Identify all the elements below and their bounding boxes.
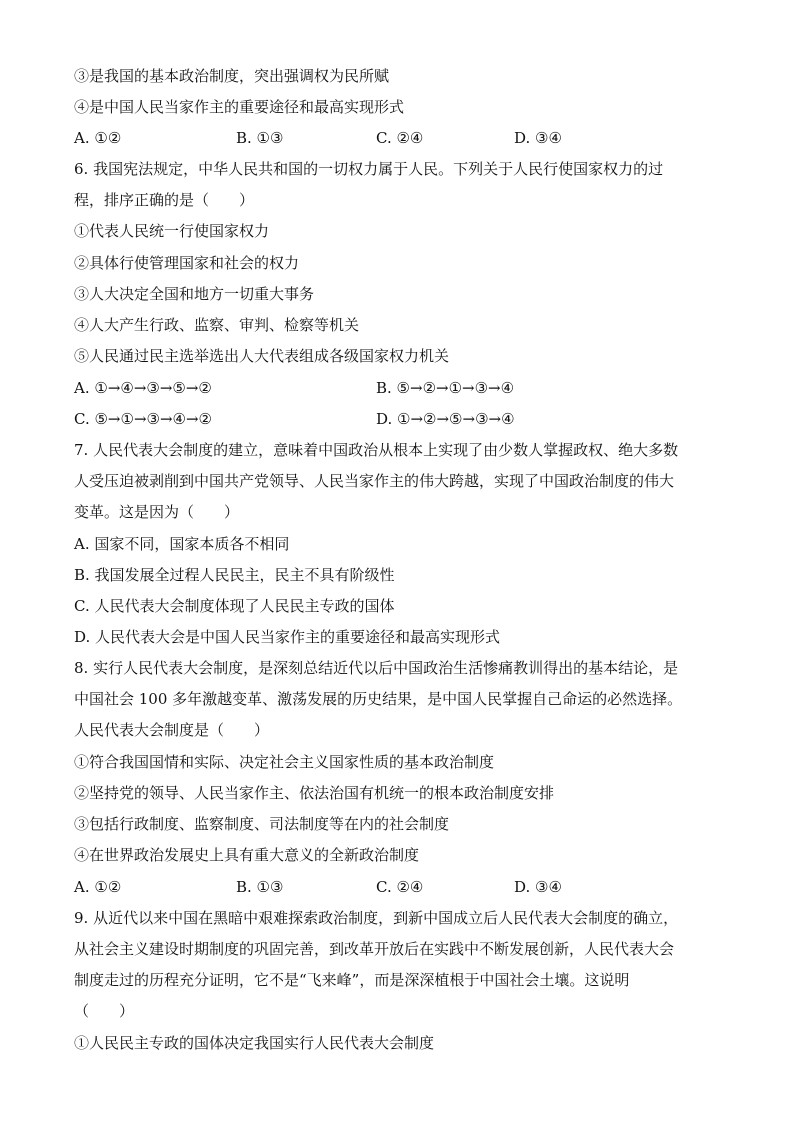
question-9-stem: 9. 从近代以来中国在黑暗中艰难探索政治制度，到新中国成立后人民代表大会制度的确立， (74, 909, 679, 927)
question-6-options-row (74, 378, 724, 398)
question-6-stem: 6. 我国宪法规定，中华人民共和国的一切权力属于人民。下列关于人民行使国家权力的过 (74, 160, 664, 178)
option-c: C. ②④ (376, 878, 424, 896)
question-9-stem-cont: 从社会主义建设时期制度的巩固完善，到改革开放后在实践中不断发展创新，人民代表大会 (74, 940, 675, 958)
question-9-stem-cont: 制度走过的历程充分证明，它不是“飞来峰”，而是深深植根于中国社会土壤。这说明 (74, 971, 630, 989)
question-9-answer-blank: （ ） (74, 1002, 135, 1020)
question-6-stem-cont: 程，排序正确的是（ ） (74, 191, 255, 209)
question-7-option-b: B. 我国发展全过程人民民主，民主不具有阶级性 (74, 566, 395, 584)
question-6-item: ①代表人民统一行使国家权力 (74, 222, 270, 240)
question-8-stem-cont: 中国社会 100 多年激越变革、激荡发展的历史结果，是中国人民掌握自己命运的必然选择。 (74, 690, 683, 708)
question-8-item: ④在世界政治发展史上具有重大意义的全新政治制度 (74, 846, 420, 864)
question-7-option-c: C. 人民代表大会制度体现了人民民主专政的国体 (74, 597, 395, 615)
option-d: D. ③④ (514, 129, 562, 147)
option-a: A. ①→④→③→⑤→② (74, 379, 212, 397)
question-8-stem-cont: 人民代表大会制度是（ ） (74, 721, 270, 739)
option-d: D. ①→②→⑤→③→④ (376, 410, 515, 428)
question-7-stem-cont: 变革。这是因为（ ） (74, 503, 240, 521)
option-a: A. ①② (74, 129, 122, 147)
question-9-item: ①人民民主专政的国体决定我国实行人民代表大会制度 (74, 1034, 435, 1052)
statement-3: ③是我国的基本政治制度，突出强调权为民所赋 (74, 67, 390, 85)
question-8-item: ②坚持党的领导、人民当家作主、依法治国有机统一的根本政治制度安排 (74, 784, 555, 802)
question-6-options-row (74, 409, 724, 429)
question-8-options-row (74, 877, 724, 897)
option-b: B. ①③ (236, 878, 284, 896)
question-7-stem: 7. 人民代表大会制度的建立，意味着中国政治从根本上实现了由少数人掌握政权、绝大多数 (74, 441, 679, 459)
question-7-stem-cont: 人受压迫被剥削到中国共产党领导、人民当家作主的伟大跨越，实现了中国政治制度的伟大 (74, 472, 675, 490)
question-6-item: ③人大决定全国和地方一切重大事务 (74, 285, 315, 303)
question-7-option-d: D. 人民代表大会是中国人民当家作主的重要途径和最高实现形式 (74, 628, 501, 646)
question-8-stem: 8. 实行人民代表大会制度，是深刻总结近代以后中国政治生活惨痛教训得出的基本结论，是 (74, 659, 679, 677)
option-c: C. ②④ (376, 129, 424, 147)
question-6-item: ②具体行使管理国家和社会的权力 (74, 254, 300, 272)
option-d: D. ③④ (514, 878, 562, 896)
options-row (74, 128, 724, 148)
option-b: B. ①③ (236, 129, 284, 147)
option-a: A. ①② (74, 878, 122, 896)
question-6-item: ④人大产生行政、监察、审判、检察等机关 (74, 316, 360, 334)
question-6-item: ⑤人民通过民主选举选出人大代表组成各级国家权力机关 (74, 347, 450, 365)
question-7-option-a: A. 国家不同，国家本质各不相同 (74, 535, 290, 553)
question-8-item: ①符合我国国情和实际、决定社会主义国家性质的基本政治制度 (74, 753, 495, 771)
statement-4: ④是中国人民当家作主的重要途径和最高实现形式 (74, 98, 405, 116)
option-b: B. ⑤→②→①→③→④ (376, 379, 515, 397)
question-8-item: ③包括行政制度、监察制度、司法制度等在内的社会制度 (74, 815, 450, 833)
option-c: C. ⑤→①→③→④→② (74, 410, 212, 428)
